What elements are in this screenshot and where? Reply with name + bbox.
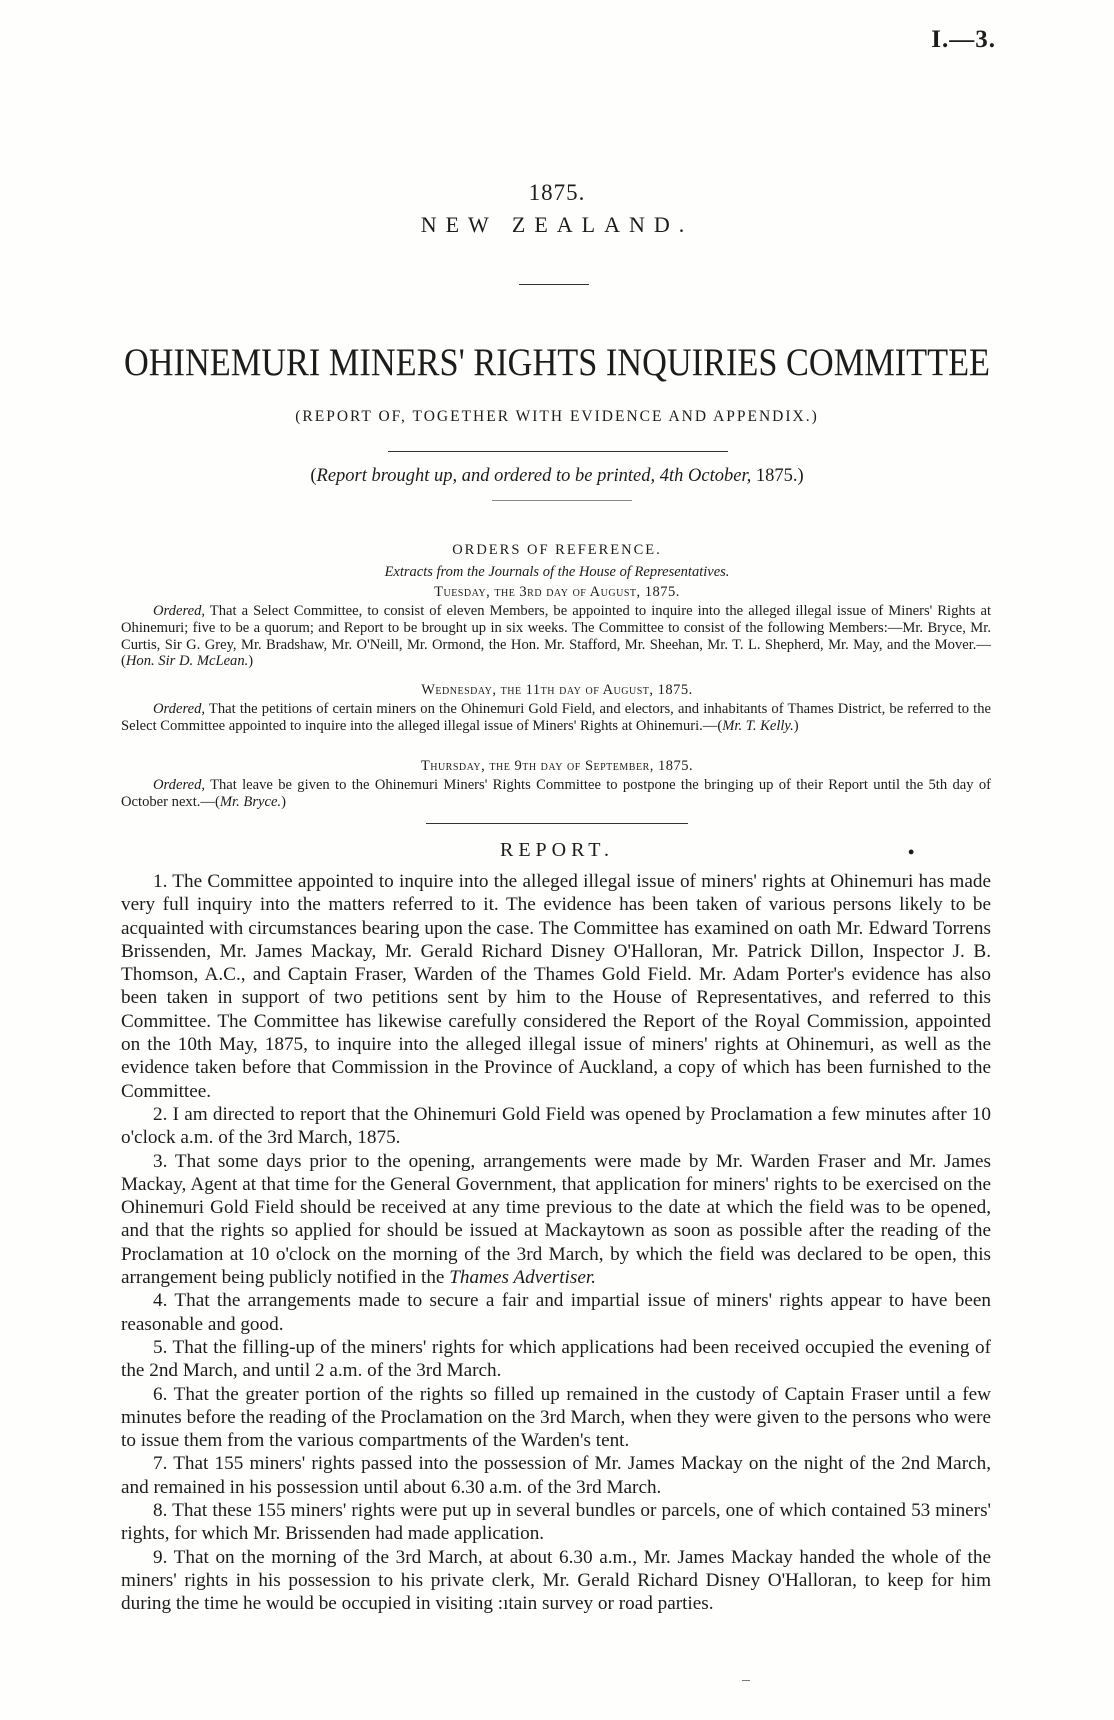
order-close: ) xyxy=(793,717,799,734)
order-lead: Ordered, xyxy=(153,603,206,619)
report-paragraph-7: 7. That 155 miners' rights passed into the possession of Mr. James Mackay on the night of the 2nd March, and remained in his possession until about 6.30 a.m. of the 3rd March. xyxy=(121,1453,991,1498)
order-mover: Hon. Sir D. McLean. xyxy=(125,653,249,670)
order-lead: Ordered, xyxy=(153,777,206,793)
order-date-3: Thursday, the 9th day of September, 1875. xyxy=(420,758,694,774)
report-paragraph-3 xyxy=(121,1150,991,1290)
order-text: That the petitions of certain miners on the Ohinemuri Gold Field, and electors, and inhabitants of Thames District, be referred to the Select Committee appointed to inquire into the alleged illegal issue of Miners' Rights at Ohinemuri.—( xyxy=(121,701,991,734)
margin-mark: • xyxy=(908,842,915,862)
divider-rule xyxy=(492,500,632,501)
report-line-close: 1875.) xyxy=(751,466,804,486)
report-paragraph-8: 8. That these 155 miners' rights were put up in several bundles or parcels, one of which contained 53 miners' rights, for which Mr. Brissenden had made application. xyxy=(121,1500,991,1545)
extracts-line: Extracts from the Journals of the House of Representatives. xyxy=(384,564,730,580)
report-paragraph-5: 5. That the filling-up of the miners' rights for which applications had been received occupied the evening of the 2nd March, and until 2 a.m. of the 3rd March. xyxy=(121,1336,991,1382)
report-brought-up-line xyxy=(0,466,1114,487)
order-text: That leave be given to the Ohinemuri Miners' Rights Committee to postpone the bringing up of their Report until the 5th day of October next.—( xyxy=(121,777,991,810)
page-reference: I.—3. xyxy=(931,26,996,53)
order-paragraph-3 xyxy=(121,777,991,811)
report-line-open: ( xyxy=(310,466,317,486)
report-paragraph-9: 9. That on the morning of the 3rd March, at about 6.30 a.m., Mr. James Mackay handed the whole of the miners' rights in his possession to his private clerk, Mr. Gerald Richard Disney O'Halloran, to keep for him during the time he would be occupied in visiting :ıtain survey or road parties. xyxy=(121,1546,991,1615)
report-line-italic: Report brought up, and ordered to be printed, 4th October, xyxy=(316,466,752,486)
divider-rule xyxy=(388,451,728,452)
report-heading: REPORT. xyxy=(500,839,614,861)
report-paragraph-3-text: 3. That some days prior to the opening, arrangements were made by Mr. Warden Fraser and Mr. James Mackay, Agent at that time for the General Government, that application for miners' rights to be exercised on the Ohinemuri Gold Field should be received at any time previous to the date at which the field was to be opened, and that the rights so applied for should be issued at Mackaytown as soon as possible after the reading of the Proclamation at 10 o'clock on the morning of the 3rd March, by which the field was declared to be open, this arrangement being publicly notified in the xyxy=(121,1150,991,1289)
order-date-2: Wednesday, the 11th day of August, 1875. xyxy=(421,682,693,698)
divider-rule xyxy=(519,284,589,285)
order-lead: Ordered, xyxy=(153,701,206,717)
report-paragraph-4: 4. That the arrangements made to secure a fair and impartial issue of miners' rights appear to have been reasonable and good. xyxy=(121,1290,991,1335)
divider-rule xyxy=(426,823,688,824)
document-subtitle: (REPORT OF, TOGETHER WITH EVIDENCE AND APPENDIX.) xyxy=(295,408,819,425)
order-mover: Mr. T. Kelly. xyxy=(722,717,794,734)
report-body xyxy=(121,870,991,1616)
newspaper-name: Thames Advertiser. xyxy=(449,1267,596,1289)
country: NEW ZEALAND. xyxy=(420,212,694,237)
order-date-1: Tuesday, the 3rd day of August, 1875. xyxy=(434,584,680,600)
report-paragraph-6: 6. That the greater portion of the rights so filled up remained in the custody of Captain Fraser until a few minutes before the reading of the Proclamation on the 3rd March, when they were given to the persons who were to issue them from the various compartments of the Warden's tent. xyxy=(121,1383,991,1452)
order-mover: Mr. Bryce. xyxy=(219,793,282,810)
report-paragraph-2: 2. I am directed to report that the Ohinemuri Gold Field was opened by Proclamation a few minutes after 10 o'clock a.m. of the 3rd March, 1875. xyxy=(121,1103,991,1149)
orders-heading: ORDERS OF REFERENCE. xyxy=(452,542,662,558)
order-close: ) xyxy=(281,793,286,810)
document-title: OHINEMURI MINERS' RIGHTS INQUIRIES COMMITTEE xyxy=(123,341,991,384)
order-paragraph-2 xyxy=(121,701,991,735)
order-paragraph-1 xyxy=(121,603,991,670)
order-text: That a Select Committee, to consist of eleven Members, be appointed to inquire into the alleged illegal issue of Miners' Rights at Ohinemuri; five to be a quorum; and Report to be brought up in six weeks. The Committee to consist of the following Members:—Mr. Bryce, Mr. Curtis, Sir G. Grey, Mr. Bradshaw, Mr. O'Neill, Mr. Ormond, the Hon. Mr. Stafford, Mr. Sheehan, Mr. T. L. Shepherd, Mr. May, and the Mover.—( xyxy=(121,603,991,670)
year: 1875. xyxy=(528,180,586,205)
report-paragraph-1: 1. The Committee appointed to inquire into the alleged illegal issue of miners' rights at Ohinemuri has made very full inquiry into the matters referred to it. The evidence has been taken of various persons likely to be acquainted with circumstances bearing upon the case. The Committee has examined on oath Mr. Edward Torrens Brissenden, Mr. James Mackay, Mr. Gerald Richard Disney O'Halloran, Mr. Patrick Dillon, Inspector J. B. Thomson, A.C., and Captain Fraser, Warden of the Thames Gold Field. Mr. Adam Porter's evidence has also been taken in support of two petitions sent by him to the House of Representatives, and referred to this Committee. The Committee has likewise carefully considered the Report of the Royal Commission, appointed on the 10th May, 1875, to inquire into the alleged illegal issue of miners' rights at Ohinemuri, as well as the evidence taken before that Commission in the Province of Auckland, a copy of which has been furnished to the Committee. xyxy=(121,871,991,1102)
order-close: ) xyxy=(248,653,254,670)
page-foot-mark xyxy=(742,1680,750,1681)
